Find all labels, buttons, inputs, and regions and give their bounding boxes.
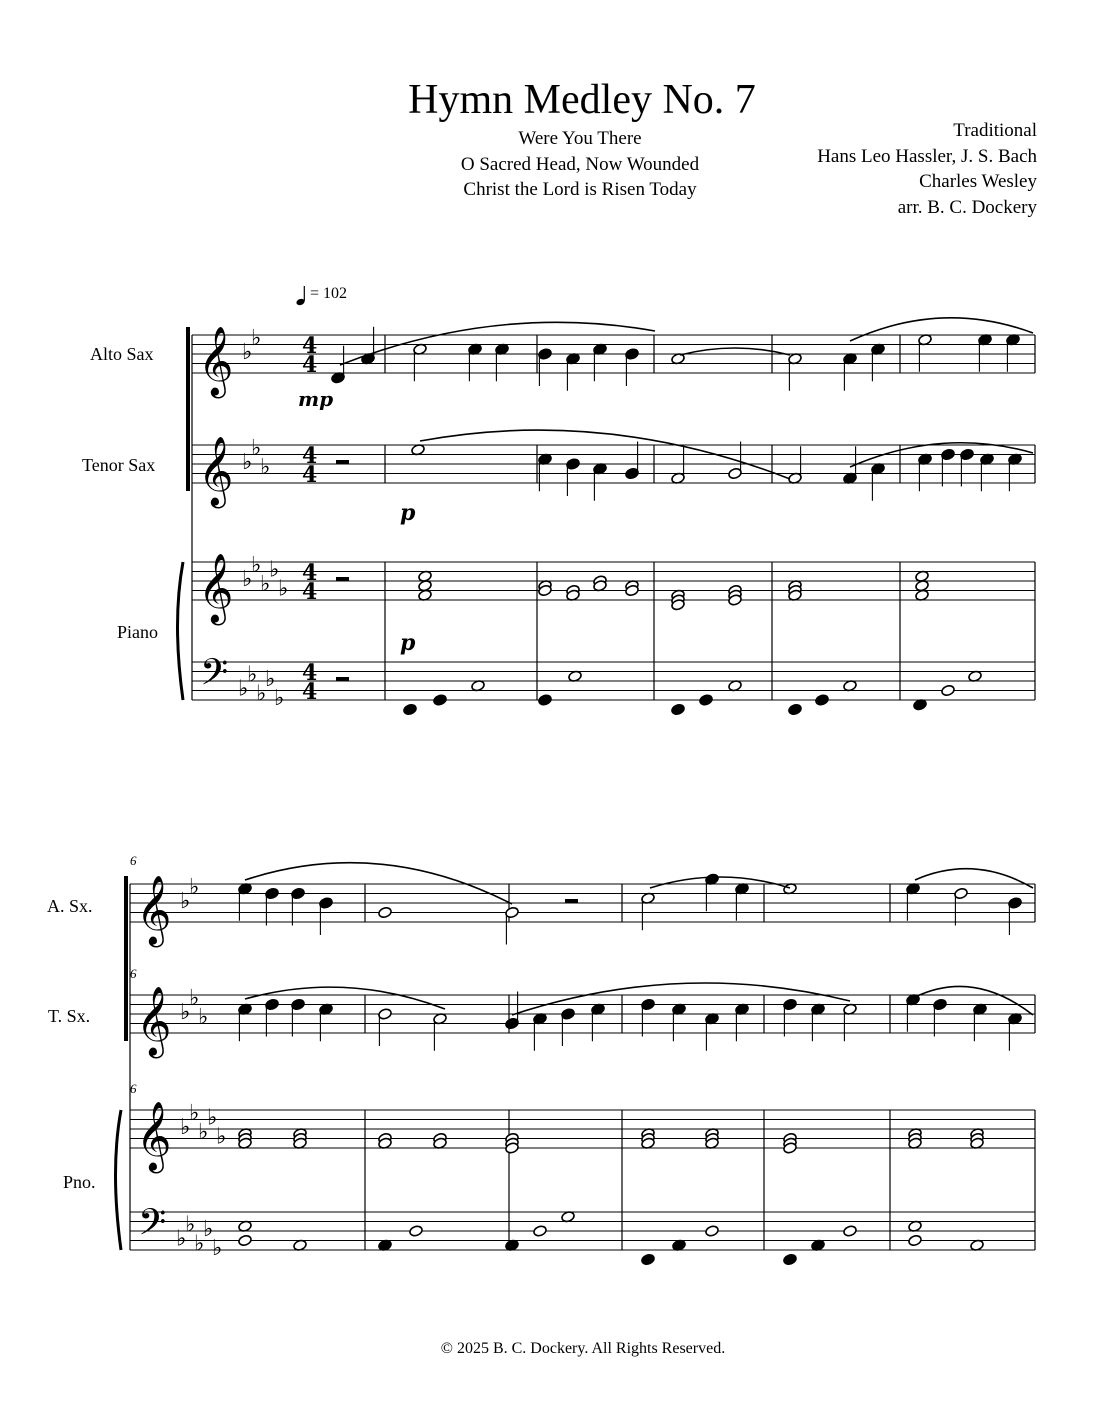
label-alto-sax-short: A. Sx. [47, 896, 93, 916]
flat-sign-icon: ♭ [278, 576, 289, 602]
slur [850, 318, 1033, 341]
score-content [116, 318, 1036, 1266]
flat-sign-icon: ♭ [194, 1231, 205, 1257]
hymn-title-2: O Sacred Head, Now Wounded [460, 153, 700, 175]
treble-clef-icon: 𝄞 [198, 436, 234, 506]
hymn-title-1: Were You There [518, 128, 642, 149]
time-signature-denominator: 4 [302, 352, 318, 378]
bass-note [705, 1225, 720, 1238]
time-signature-numerator: 4 [302, 443, 318, 469]
bass-note [815, 694, 830, 707]
flat-sign-icon: ♭ [242, 567, 253, 592]
label-alto-sax: Alto Sax [90, 344, 154, 364]
half-rest [336, 577, 349, 581]
time-signature-numerator: 4 [302, 660, 318, 686]
label-tenor-sax: Tenor Sax [82, 455, 156, 475]
bass-clef-icon: 𝄢 [138, 1201, 167, 1253]
flat-sign-icon: ♭ [242, 340, 253, 365]
copyright-notice: © 2025 B. C. Dockery. All Rights Reserved. [440, 1340, 726, 1357]
composer-4: arr. B. C. Dockery [897, 196, 1037, 218]
time-signature-denominator: 4 [302, 579, 318, 605]
flat-sign-icon: ♭ [180, 889, 191, 914]
bass-note [908, 1234, 923, 1247]
flat-sign-icon: ♭ [189, 985, 200, 1011]
time-signature-numerator: 4 [302, 333, 318, 359]
flat-sign-icon: ♭ [185, 1212, 196, 1238]
measure-number-piano: 6 [130, 1081, 137, 1096]
flat-sign-icon: ♭ [207, 1105, 218, 1131]
slur [245, 863, 512, 904]
flat-sign-icon: ♭ [198, 1119, 209, 1145]
slur [650, 877, 790, 888]
hymn-title-3: Christ the Lord is Risen Today [463, 179, 697, 200]
time-signature-numerator: 4 [302, 560, 318, 586]
bass-note [783, 1253, 798, 1266]
flat-sign-icon: ♭ [180, 1000, 191, 1025]
bass-note [788, 703, 803, 716]
slur [340, 322, 655, 365]
piano-brace [116, 1110, 122, 1250]
bass-note [238, 1234, 253, 1247]
flat-sign-icon: ♭ [265, 667, 276, 692]
treble-clef-icon: 𝄞 [198, 553, 234, 623]
label-piano: Piano [117, 622, 159, 642]
slur [915, 869, 1033, 888]
flat-sign-icon: ♭ [242, 450, 253, 475]
treble-clef-icon: 𝄞 [136, 875, 172, 945]
half-rest [565, 899, 578, 903]
time-signature-denominator: 4 [302, 462, 318, 488]
treble-clef-icon: 𝄞 [198, 326, 234, 396]
treble-clef-icon: 𝄞 [136, 986, 172, 1056]
flat-sign-icon: ♭ [212, 1236, 223, 1261]
flat-sign-icon: ♭ [251, 325, 262, 351]
score-title: Hymn Medley No. 7 [408, 77, 756, 123]
flat-sign-icon: ♭ [274, 686, 285, 711]
flat-sign-icon: ♭ [260, 571, 271, 597]
bass-note [641, 1253, 656, 1266]
flat-sign-icon: ♭ [189, 1100, 200, 1126]
dynamic-mp: mp [298, 387, 334, 411]
dynamic-p-piano: p [400, 630, 416, 656]
note-head [378, 906, 393, 919]
tempo-text: = 102 [310, 285, 348, 302]
flat-sign-icon: ♭ [189, 874, 200, 900]
flat-sign-icon: ♭ [176, 1226, 187, 1252]
composer-3: Charles Wesley [919, 171, 1037, 192]
measure-number-alto: 6 [130, 853, 137, 868]
flat-sign-icon: ♭ [216, 1124, 227, 1150]
time-signature-denominator: 4 [302, 679, 318, 705]
flat-sign-icon: ♭ [256, 681, 267, 707]
dynamic-p-tenor: p [400, 500, 416, 526]
half-rest [336, 460, 349, 464]
flat-sign-icon: ♭ [203, 1217, 214, 1242]
bass-note [843, 1225, 858, 1238]
label-tenor-sax-short: T. Sx. [48, 1006, 91, 1026]
flat-sign-icon: ♭ [260, 454, 271, 480]
treble-clef-icon: 𝄞 [136, 1101, 172, 1171]
label-piano-short: Pno. [63, 1172, 96, 1192]
bass-note [671, 703, 686, 716]
piano-brace [178, 562, 184, 700]
bass-note [433, 694, 448, 707]
flat-sign-icon: ♭ [198, 1004, 209, 1030]
bass-clef-icon: 𝄢 [200, 651, 229, 703]
bass-note [403, 703, 418, 716]
measure-number-tenor: 6 [130, 966, 137, 981]
bass-note [409, 1225, 424, 1238]
half-rest [336, 677, 349, 681]
flat-sign-icon: ♭ [251, 552, 262, 578]
composer-2: Hans Leo Hassler, J. S. Bach [817, 145, 1037, 167]
flat-sign-icon: ♭ [251, 435, 262, 461]
bass-note [533, 1225, 548, 1238]
bass-note [538, 694, 553, 707]
flat-sign-icon: ♭ [180, 1115, 191, 1140]
composer-1: Traditional [953, 120, 1037, 141]
bass-note [941, 684, 956, 697]
bass-note [699, 694, 714, 707]
flat-sign-icon: ♭ [269, 557, 280, 583]
flat-sign-icon: ♭ [238, 676, 249, 702]
flat-sign-icon: ♭ [247, 662, 258, 688]
